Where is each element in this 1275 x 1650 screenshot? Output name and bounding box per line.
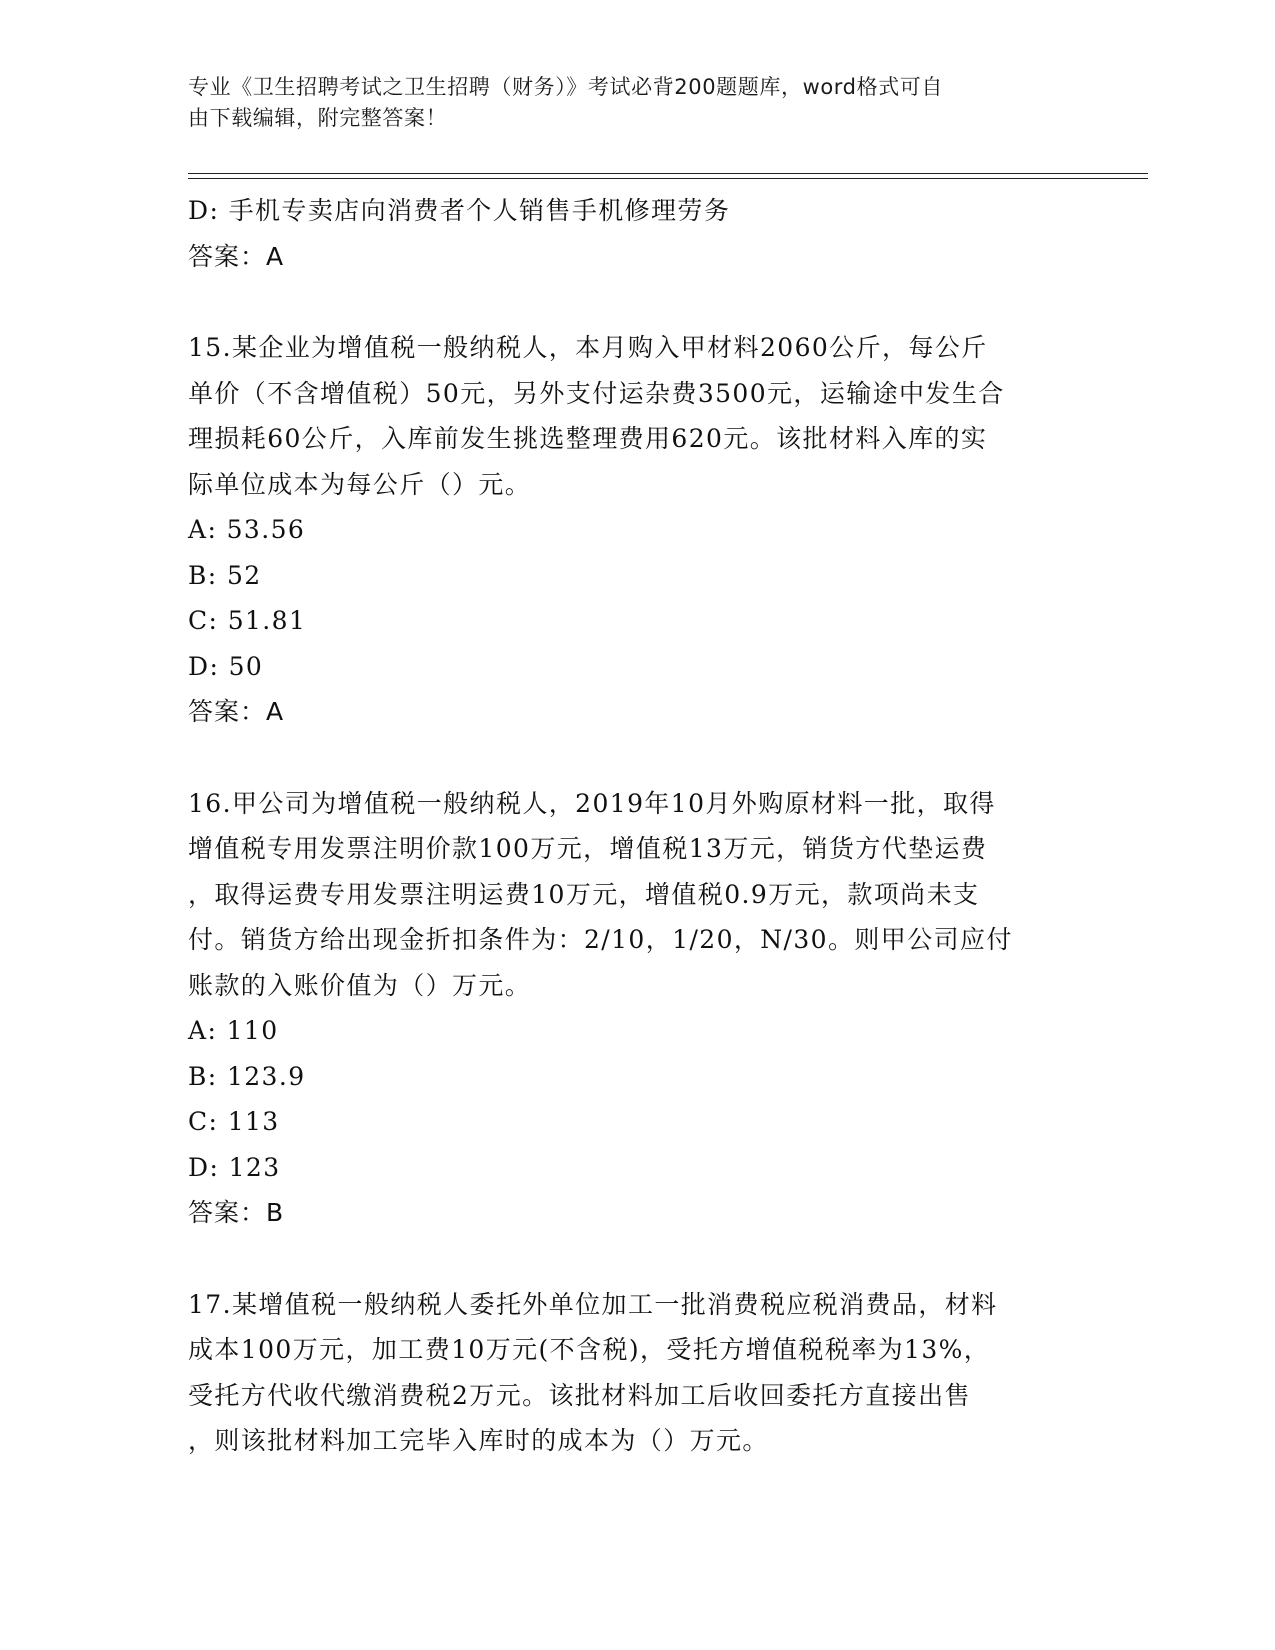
header-line-2: 由下载编辑，附完整答案！ [188, 106, 448, 130]
question-line: 理损耗60公斤，入库前发生挑选整理费用620元。该批材料入库的实 [188, 424, 988, 453]
question-16 [188, 781, 1078, 1236]
option-a: A: 110 [188, 1016, 279, 1045]
question-line: 成本100万元，加工费10万元(不含税)，受托方增值税税率为13%， [188, 1335, 991, 1364]
question-line: 账款的入账价值为（）万元。 [188, 970, 532, 1000]
option-a: A: 53.56 [188, 515, 306, 544]
question-line: 付。销货方给出现金折扣条件为：2/10，1/20，N/30。则甲公司应付 [188, 925, 1013, 954]
answer-line: 答案：A [188, 241, 285, 271]
question-line: ，则该批材料加工完毕入库时的成本为（）万元。 [188, 1426, 769, 1455]
question-17 [188, 1282, 1078, 1464]
question-line: 16.甲公司为增值税一般纳税人，2019年10月外购原材料一批，取得 [188, 788, 996, 818]
question-text [188, 325, 1078, 507]
answer-line: 答案：A [188, 697, 285, 726]
option-b: B: 123.9 [188, 1061, 306, 1091]
question-line: ，取得运费专用发票注明运费10万元，增值税0.9万元，款项尚未支 [188, 879, 980, 909]
document-header [188, 72, 1068, 134]
spacer [188, 735, 1078, 781]
option-b: B: 52 [188, 560, 262, 590]
question-line: 单价（不含增值税）50元，另外支付运杂费3500元，运输途中发生合 [188, 378, 1005, 408]
option-d: D: 123 [188, 1152, 281, 1182]
spacer [188, 279, 1078, 325]
question-15 [188, 325, 1078, 735]
option-d: D: 50 [188, 651, 264, 681]
option-d: D: 手机专卖店向消费者个人销售手机修理劳务 [188, 196, 731, 225]
header-line-1: 专业《卫生招聘考试之卫生招聘（财务）》考试必背200题题库，word格式可自 [188, 75, 943, 99]
option-c: C: 51.81 [188, 606, 307, 635]
question-line: 17.某增值税一般纳税人委托外单位加工一批消费税应税消费品，材料 [188, 1289, 998, 1319]
question-line: 受托方代收代缴消费税2万元。该批材料加工后收回委托方直接出售 [188, 1380, 971, 1410]
document-body [188, 188, 1078, 1464]
option-c: C: 113 [188, 1107, 280, 1136]
header-divider [188, 173, 1148, 179]
answer-line: 答案：B [188, 1198, 285, 1227]
question-text [188, 781, 1078, 1009]
question-line: 际单位成本为每公斤（）元。 [188, 469, 532, 499]
question-line: 15.某企业为增值税一般纳税人，本月购入甲材料2060公斤，每公斤 [188, 333, 988, 362]
question-line: 增值税专用发票注明价款100万元，增值税13万元，销货方代垫运费 [188, 834, 988, 863]
question-text [188, 1282, 1078, 1464]
spacer [188, 1236, 1078, 1282]
